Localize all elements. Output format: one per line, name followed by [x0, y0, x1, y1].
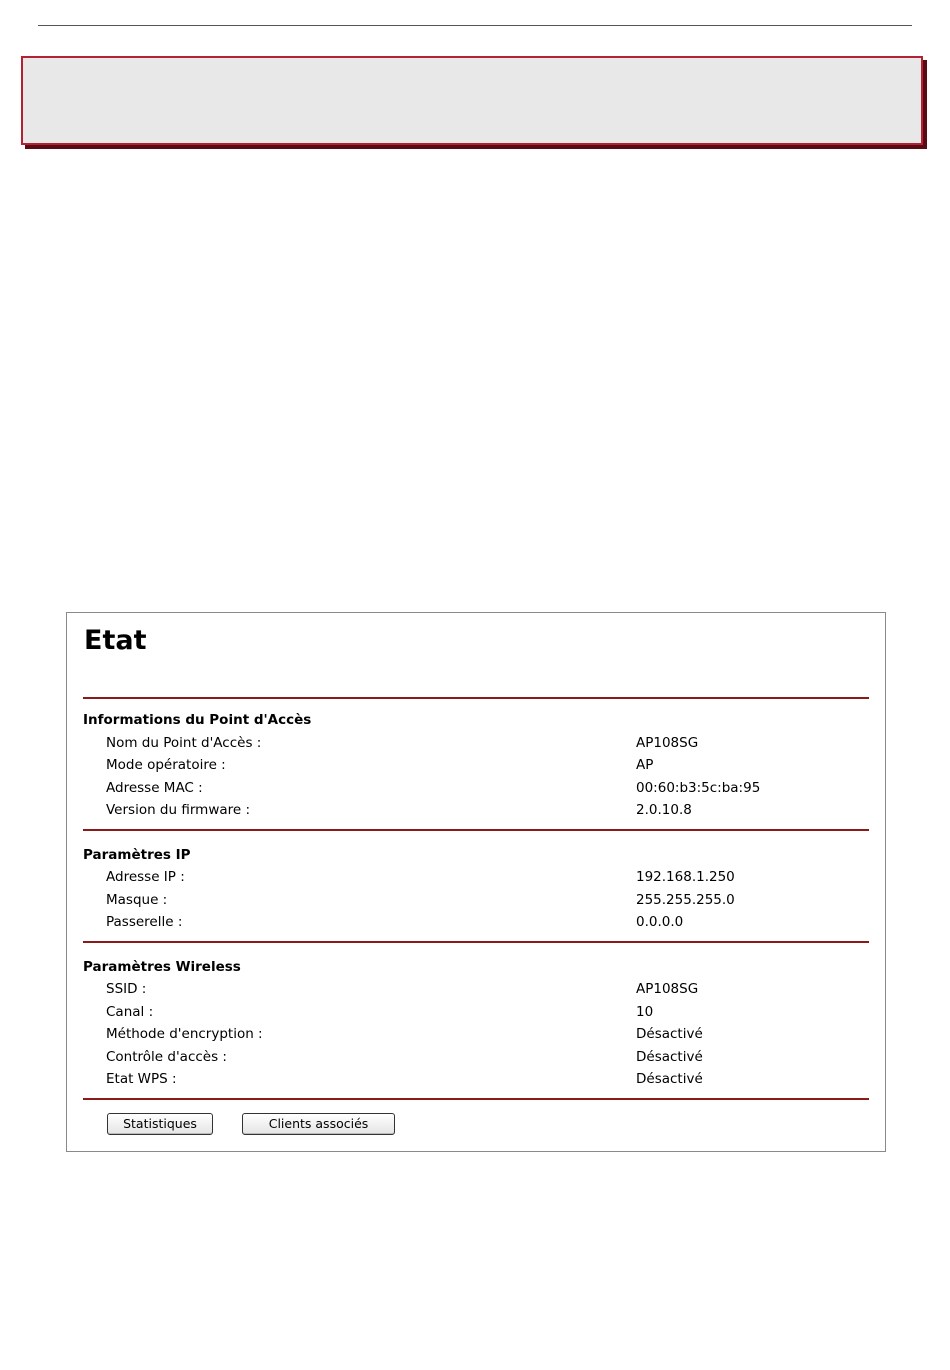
row-value: 2.0.10.8: [636, 802, 692, 818]
row-label: Masque :: [106, 892, 168, 908]
row-value: AP108SG: [636, 981, 699, 997]
section-divider: [83, 941, 869, 943]
section-divider: [83, 697, 869, 699]
statistics-button[interactable]: Statistiques: [107, 1113, 213, 1135]
info-row-access-control: [67, 1048, 885, 1070]
row-label: Nom du Point d'Accès :: [106, 735, 262, 751]
row-label: Méthode d'encryption :: [106, 1026, 263, 1042]
row-value: 255.255.255.0: [636, 892, 735, 908]
row-label: Etat WPS :: [106, 1071, 177, 1087]
row-value: 10: [636, 1004, 654, 1020]
info-row-ip-address: [67, 868, 885, 890]
row-value: AP108SG: [636, 735, 699, 751]
row-value: Désactivé: [636, 1026, 703, 1042]
info-row-mac-address: [67, 779, 885, 801]
row-label: Adresse MAC :: [106, 780, 203, 796]
row-value: Désactivé: [636, 1049, 703, 1065]
section-title-ip-settings: Paramètres IP: [83, 847, 191, 863]
section-title-wireless-settings: Paramètres Wireless: [83, 959, 241, 975]
info-row-operating-mode: [67, 756, 885, 778]
info-row-ap-name: [67, 734, 885, 756]
row-value: 00:60:b3:5c:ba:95: [636, 780, 761, 796]
info-row-encryption-method: [67, 1025, 885, 1047]
info-row-subnet-mask: [67, 891, 885, 913]
row-label: SSID :: [106, 981, 147, 997]
info-row-ssid: [67, 980, 885, 1002]
panel-title: Etat: [84, 625, 147, 656]
header-box: [21, 56, 923, 145]
info-row-channel: [67, 1003, 885, 1025]
top-rule: [38, 25, 912, 26]
row-label: Mode opératoire :: [106, 757, 226, 773]
row-value: Désactivé: [636, 1071, 703, 1087]
row-value: 0.0.0.0: [636, 914, 684, 930]
info-row-wps-status: [67, 1070, 885, 1092]
row-label: Adresse IP :: [106, 869, 185, 885]
section-divider: [83, 1098, 869, 1100]
section-divider: [83, 829, 869, 831]
section-title-ap-info: Informations du Point d'Accès: [83, 712, 312, 728]
info-row-gateway: [67, 913, 885, 935]
row-label: Canal :: [106, 1004, 154, 1020]
info-row-firmware-version: [67, 801, 885, 823]
row-label: Contrôle d'accès :: [106, 1049, 227, 1065]
status-panel: [66, 612, 886, 1152]
row-label: Passerelle :: [106, 914, 183, 930]
row-value: AP: [636, 757, 654, 773]
row-value: 192.168.1.250: [636, 869, 735, 885]
row-label: Version du firmware :: [106, 802, 251, 818]
associated-clients-button[interactable]: Clients associés: [242, 1113, 395, 1135]
